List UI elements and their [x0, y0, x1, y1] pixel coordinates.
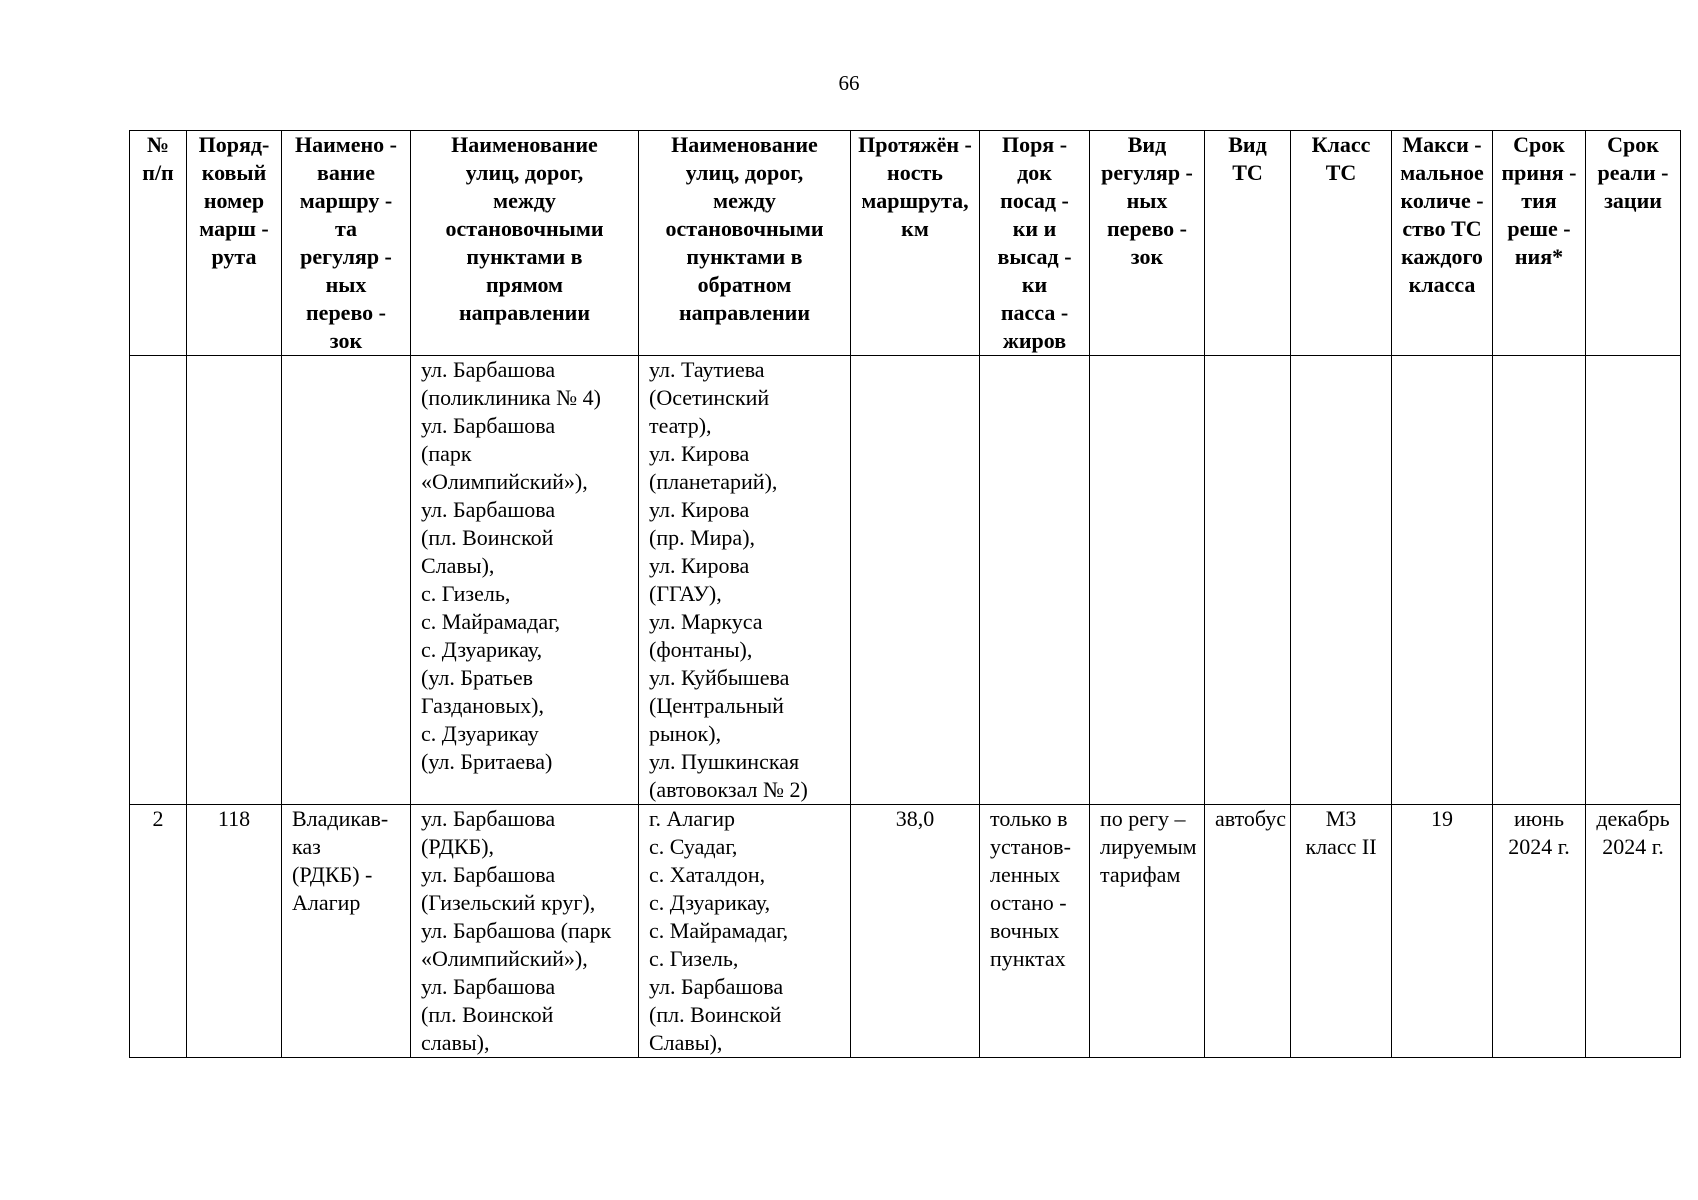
cell-text-line: Протяжён - — [858, 132, 972, 157]
cell-text-line: каждого — [1401, 244, 1483, 269]
cell-text-line: с. Дзуарикау, — [421, 637, 543, 662]
cell-text-line: (пл. Воинской — [649, 1002, 782, 1027]
cell-vehicle-type — [1205, 805, 1291, 1058]
cell-text-line: класс II — [1305, 834, 1377, 859]
cell-text-line: номер — [203, 188, 265, 213]
cell-text-line: ул. Барбашова — [421, 974, 556, 999]
cell-text-line: рынок), — [649, 721, 722, 746]
cell-text-line: прямом — [485, 272, 564, 297]
table-row — [130, 805, 1681, 1058]
cell-text-line: Срок — [1607, 132, 1659, 157]
cell-text-line: реше - — [1507, 216, 1571, 241]
cell-text-line: Славы), — [649, 1030, 723, 1055]
cell-text-line: та — [334, 216, 358, 241]
header-col-max-vehicles — [1392, 131, 1493, 356]
cell-boarding — [980, 356, 1090, 805]
header-col-vehicle-type — [1205, 131, 1291, 356]
cell-text-line: установ- — [990, 834, 1071, 859]
cell-text-line: Газдановых), — [421, 693, 544, 718]
cell-backward — [639, 805, 851, 1058]
header-col-forward-streets — [411, 131, 639, 356]
cell-text-line: остановочными — [445, 216, 604, 241]
cell-text-line: остано - — [990, 890, 1067, 915]
cell-text-line: ул. Барбашова — [421, 862, 556, 887]
cell-backward — [639, 356, 851, 805]
cell-text-line: направлении — [678, 300, 811, 325]
cell-text-line: ных — [325, 272, 367, 297]
cell-text-line: 2024 г. — [1602, 834, 1664, 859]
cell-text-line: лируемым — [1100, 834, 1197, 859]
cell-text-line: (поликлиника № 4) — [421, 385, 601, 410]
cell-text-line: (пр. Мира), — [649, 525, 756, 550]
cell-text-line: обратном — [697, 272, 792, 297]
header-col-implementation-term — [1586, 131, 1681, 356]
cell-text-line: (РДКБ), — [421, 834, 495, 859]
cell-text-line: Наименование — [671, 132, 818, 157]
cell-text-line: Наименование — [451, 132, 598, 157]
cell-text-line: Поря - — [1001, 132, 1068, 157]
cell-text-line: маршрута, — [861, 188, 969, 213]
cell-text-line: 2024 г. — [1508, 834, 1570, 859]
cell-text-line: (пл. Воинской — [421, 1002, 554, 1027]
cell-text-line: док — [1017, 160, 1052, 185]
routes-table — [129, 130, 1681, 1058]
cell-text-line: пунктами в — [686, 244, 803, 269]
cell-text-line: с. Майрамадаг, — [421, 609, 561, 634]
cell-max-count — [1392, 805, 1493, 1058]
header-col-number — [130, 131, 187, 356]
cell-text-line: улиц, дорог, — [685, 160, 804, 185]
cell-route-name — [282, 805, 411, 1058]
cell-text-line: «Олимпийский»), — [421, 469, 588, 494]
cell-text-line: славы), — [421, 1030, 490, 1055]
cell-text-line: маршру - — [299, 188, 393, 213]
cell-text-line: декабрь — [1596, 806, 1670, 831]
cell-text-line: ул. Барбашова — [421, 806, 556, 831]
cell-text-line: количе - — [1400, 188, 1484, 213]
cell-text-line: остановочными — [665, 216, 824, 241]
cell-text-line: посад - — [1000, 188, 1069, 213]
cell-text-line: приня - — [1501, 160, 1577, 185]
header-col-boarding-order — [980, 131, 1090, 356]
cell-text-line: ул. Маркуса — [649, 609, 763, 634]
cell-transport-kind — [1090, 356, 1205, 805]
cell-text-line: перево - — [1107, 216, 1187, 241]
cell-text-line: регуляр - — [300, 244, 392, 269]
cell-num — [130, 356, 187, 805]
cell-text-line: с. Дзуарикау, — [649, 890, 771, 915]
cell-vehicle-type — [1205, 356, 1291, 805]
cell-text-line: (планетарий), — [649, 469, 778, 494]
cell-text-line: пунктах — [990, 946, 1066, 971]
cell-text-line: ство ТС — [1402, 216, 1482, 241]
cell-forward — [411, 356, 639, 805]
cell-text-line: ул. Кирова — [649, 497, 750, 522]
cell-route-number — [187, 356, 282, 805]
cell-decision-term — [1493, 805, 1586, 1058]
cell-text-line: (ГГАУ), — [649, 581, 722, 606]
cell-text-line: Наимено - — [294, 132, 398, 157]
cell-route-number — [187, 805, 282, 1058]
cell-text-line: км — [901, 216, 929, 241]
cell-text-line: мальное — [1400, 160, 1484, 185]
cell-text-line: с. Гизель, — [649, 946, 739, 971]
cell-text-line: ки — [1021, 272, 1048, 297]
header-col-decision-term — [1493, 131, 1586, 356]
cell-text-line: между — [493, 188, 556, 213]
cell-text-line: Владикав- — [292, 806, 389, 831]
cell-text-line: регуляр - — [1101, 160, 1193, 185]
cell-text-line: п/п — [142, 160, 174, 185]
cell-text-line: пасса - — [1000, 300, 1069, 325]
cell-text-line: каз — [292, 834, 321, 859]
cell-text-line: ул. Барбашова (парк — [421, 918, 612, 943]
cell-text-line: ул. Барбашова — [421, 413, 556, 438]
cell-text-line: (фонтаны), — [649, 637, 753, 662]
cell-text-line: ность — [887, 160, 943, 185]
table-header-row — [130, 131, 1681, 356]
cell-text-line: автобус — [1215, 806, 1287, 831]
cell-text-line: между — [713, 188, 776, 213]
cell-text-line: Поряд- — [198, 132, 270, 157]
header-col-route-number — [187, 131, 282, 356]
cell-vehicle-class — [1291, 356, 1392, 805]
cell-text-line: класса — [1408, 272, 1476, 297]
cell-text-line: с. Дзуарикау — [421, 721, 539, 746]
cell-text-line: марш - — [199, 216, 269, 241]
cell-text-line: (парк — [421, 441, 472, 466]
cell-text-line: Вид — [1127, 132, 1167, 157]
header-col-vehicle-class — [1291, 131, 1392, 356]
cell-text-line: ул. Кирова — [649, 441, 750, 466]
cell-text-line: (ул. Братьев — [421, 665, 533, 690]
header-col-transport-kind — [1090, 131, 1205, 356]
cell-boarding — [980, 805, 1090, 1058]
header-col-backward-streets — [639, 131, 851, 356]
cell-text-line: зации — [1604, 188, 1662, 213]
cell-implementation-term — [1586, 356, 1681, 805]
cell-text-line: (ул. Бритаева) — [421, 749, 553, 774]
cell-text-line: № — [146, 132, 170, 157]
header-col-length — [851, 131, 980, 356]
cell-transport-kind — [1090, 805, 1205, 1058]
cell-text-line: вочных — [990, 918, 1060, 943]
cell-text-line: улиц, дорог, — [465, 160, 584, 185]
cell-text-line: реали - — [1597, 160, 1669, 185]
cell-text-line: вание — [317, 160, 375, 185]
cell-text-line: ТС — [1325, 160, 1357, 185]
cell-text-line: Вид — [1228, 132, 1267, 157]
cell-text-line: Срок — [1513, 132, 1565, 157]
cell-text-line: (автовокзал № 2) — [649, 777, 808, 802]
cell-text-line: М3 — [1325, 806, 1357, 831]
cell-text-line: только в — [990, 806, 1068, 831]
cell-text-line: ул. Барбашова — [649, 974, 784, 999]
cell-text-line: (пл. Воинской — [421, 525, 554, 550]
cell-text-line: ния* — [1514, 244, 1564, 269]
cell-num — [130, 805, 187, 1058]
cell-text-line: Алагир — [292, 890, 361, 915]
cell-text-line: Макси - — [1402, 132, 1482, 157]
cell-text-line: театр), — [649, 413, 712, 438]
cell-text-line: 118 — [217, 806, 251, 831]
cell-text-line: с. Гизель, — [421, 581, 511, 606]
cell-vehicle-class — [1291, 805, 1392, 1058]
cell-text-line: ул. Таутиева — [649, 357, 765, 382]
cell-text-line: направлении — [458, 300, 591, 325]
cell-text-line: Класс — [1311, 132, 1371, 157]
cell-text-line: ки и — [1012, 216, 1057, 241]
cell-text-line: ковый — [201, 160, 267, 185]
cell-text-line: 19 — [1431, 806, 1453, 831]
cell-text-line: Славы), — [421, 553, 495, 578]
cell-text-line: ул. Барбашова — [421, 497, 556, 522]
cell-text-line: пунктами в — [466, 244, 583, 269]
cell-text-line: тарифам — [1100, 862, 1181, 887]
page-number: 66 — [838, 71, 860, 95]
cell-text-line: «Олимпийский»), — [421, 946, 588, 971]
cell-text-line: г. Алагир — [649, 806, 735, 831]
cell-text-line: ных — [1126, 188, 1168, 213]
cell-text-line: перево - — [306, 300, 386, 325]
cell-text-line: с. Майрамадаг, — [649, 918, 789, 943]
cell-forward — [411, 805, 639, 1058]
cell-implementation-term — [1586, 805, 1681, 1058]
cell-text-line: жиров — [1002, 328, 1067, 353]
cell-text-line: тия — [1521, 188, 1557, 213]
cell-text-line: ул. Кирова — [649, 553, 750, 578]
cell-text-line: (Осетинский — [649, 385, 770, 410]
cell-text-line: (РДКБ) - — [292, 862, 373, 887]
cell-text-line: (Гизельский круг), — [421, 890, 596, 915]
cell-text-line: ул. Пушкинская — [649, 749, 800, 774]
cell-text-line: ленных — [990, 862, 1061, 887]
cell-text-line: зок — [329, 328, 363, 353]
cell-max-count — [1392, 356, 1493, 805]
cell-text-line: с. Суадаг, — [649, 834, 738, 859]
cell-text-line: июнь — [1513, 806, 1564, 831]
cell-text-line: с. Хаталдон, — [649, 862, 766, 887]
cell-decision-term — [1493, 356, 1586, 805]
cell-text-line: зок — [1130, 244, 1164, 269]
cell-length — [851, 356, 980, 805]
header-col-route-name — [282, 131, 411, 356]
cell-route-name — [282, 356, 411, 805]
cell-text-line: по регу – — [1100, 806, 1186, 831]
cell-text-line: ТС — [1232, 160, 1263, 185]
table-row — [130, 356, 1681, 805]
cell-text-line: 38,0 — [895, 806, 935, 831]
cell-text-line: (Центральный — [649, 693, 784, 718]
cell-length — [851, 805, 980, 1058]
cell-text-line: ул. Барбашова — [421, 357, 556, 382]
cell-text-line: рута — [211, 244, 257, 269]
cell-text-line: 2 — [152, 806, 164, 831]
cell-text-line: высад - — [997, 244, 1072, 269]
cell-text-line: ул. Куйбышева — [649, 665, 790, 690]
